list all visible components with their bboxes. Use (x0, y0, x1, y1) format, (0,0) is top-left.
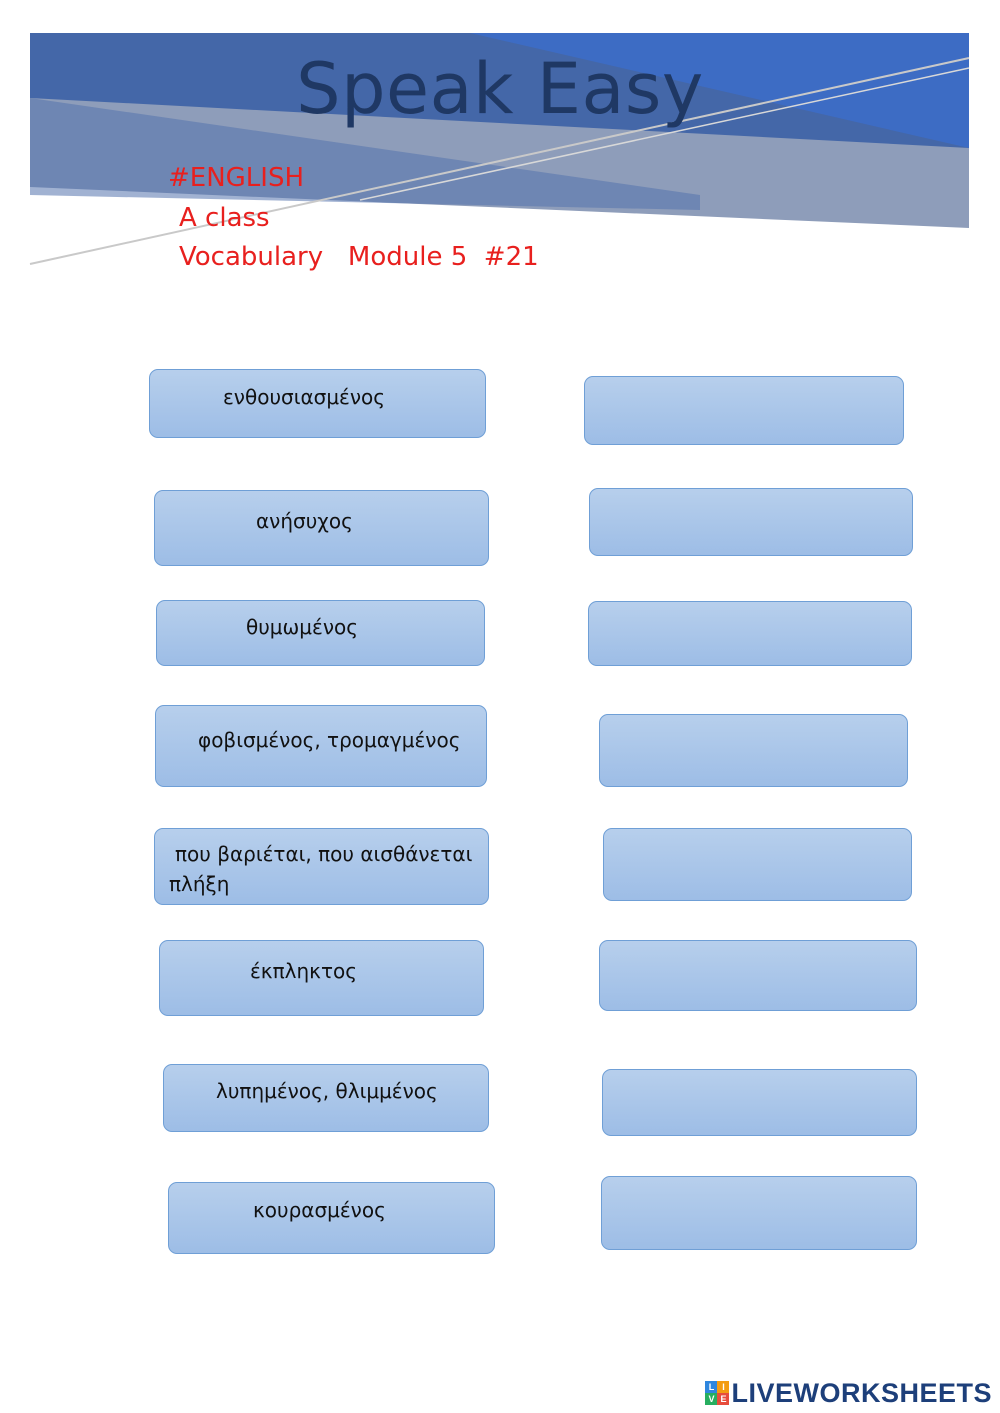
header-banner (0, 0, 1000, 280)
page-title: Speak Easy (296, 48, 704, 130)
greek-word: έκπληκτος (250, 959, 357, 983)
class-label: A class (179, 203, 270, 233)
greek-word: κουρασμένος (253, 1198, 386, 1222)
greek-word-box (156, 600, 485, 666)
greek-word: φοβισμένος, τρομαγμένος (198, 728, 461, 752)
greek-word-box (149, 369, 486, 438)
greek-word-line-2: πλήξη (169, 872, 230, 896)
answer-box[interactable] (589, 488, 913, 556)
subject-label: #ENGLISH (168, 163, 305, 193)
liveworksheets-logo[interactable] (705, 1378, 992, 1408)
brand-name: LIVEWORKSHEETS (731, 1377, 992, 1408)
greek-word-box (159, 940, 484, 1016)
greek-word-box (155, 705, 487, 787)
answer-box[interactable] (584, 376, 904, 445)
greek-word-box (163, 1064, 489, 1132)
answer-box[interactable] (599, 940, 917, 1011)
greek-word-box (154, 490, 489, 566)
greek-word-box (154, 828, 489, 905)
answer-box[interactable] (602, 1069, 917, 1136)
answer-box[interactable] (588, 601, 912, 666)
greek-word: θυμωμένος (246, 615, 358, 639)
greek-word-box (168, 1182, 495, 1254)
logo-icon: L I V E (705, 1381, 729, 1405)
unit-label: Vocabulary Module 5 #21 (179, 242, 539, 272)
greek-word-line-1: που βαριέται, που αισθάνεται (175, 842, 473, 866)
greek-word: ενθουσιασμένος (223, 385, 386, 409)
answer-box[interactable] (601, 1176, 917, 1250)
greek-word: λυπημένος, θλιμμένος (216, 1079, 438, 1103)
greek-word: ανήσυχος (256, 509, 353, 533)
answer-box[interactable] (599, 714, 908, 787)
answer-box[interactable] (603, 828, 912, 901)
